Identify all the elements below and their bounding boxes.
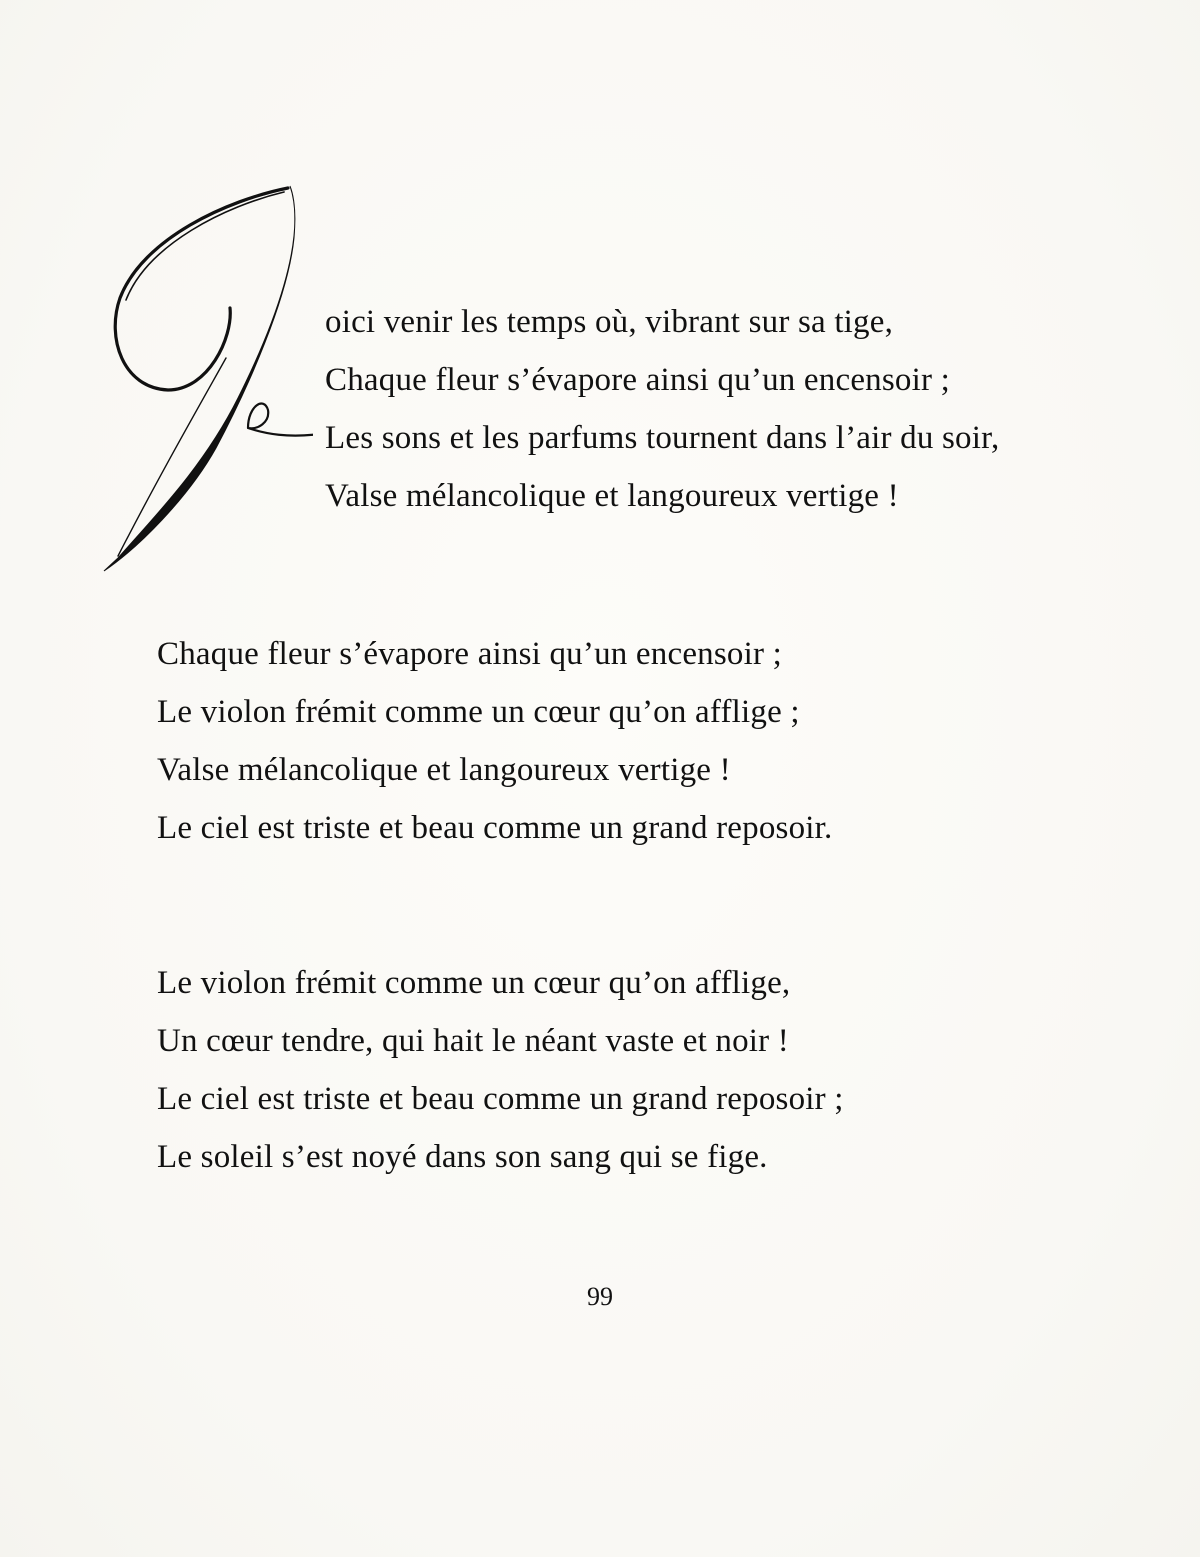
stanza-3-line-4: Le soleil s’est noyé dans son sang qui se fige.: [157, 1139, 768, 1175]
calligraphic-v-flourish: [98, 178, 313, 578]
stanza-3-line-1: Le violon frémit comme un cœur qu’on afflige,: [157, 965, 791, 1001]
calligraphic-initial: [98, 178, 313, 578]
stanza-2-line-3: Valse mélancolique et langoureux vertige !: [157, 752, 731, 788]
stanza-2: [157, 625, 832, 857]
stanza-1-line-4: Valse mélancolique et langoureux vertige !: [325, 478, 899, 514]
stanza-3-line-2: Un cœur tendre, qui hait le néant vaste et noir !: [157, 1023, 789, 1059]
stanza-1: [325, 293, 999, 525]
stanza-3: [157, 954, 844, 1186]
stanza-2-line-2: Le violon frémit comme un cœur qu’on afflige ;: [157, 694, 800, 730]
stanza-2-line-4: Le ciel est triste et beau comme un grand reposoir.: [157, 810, 833, 846]
v-small-loop: [248, 404, 313, 436]
stanza-2-line-1: Chaque fleur s’évapore ainsi qu’un encensoir ;: [157, 636, 782, 672]
stanza-3-line-3: Le ciel est triste et beau comme un grand reposoir ;: [157, 1081, 844, 1117]
page-number: 99: [587, 1282, 613, 1311]
v-left-loop: [115, 188, 288, 390]
stanza-1-line-3: Les sons et les parfums tournent dans l’air du soir,: [325, 420, 1000, 456]
stanza-1-line-2: Chaque fleur s’évapore ainsi qu’un encensoir ;: [325, 362, 950, 398]
stanza-1-line-1: oici venir les temps où, vibrant sur sa tige,: [325, 304, 894, 340]
